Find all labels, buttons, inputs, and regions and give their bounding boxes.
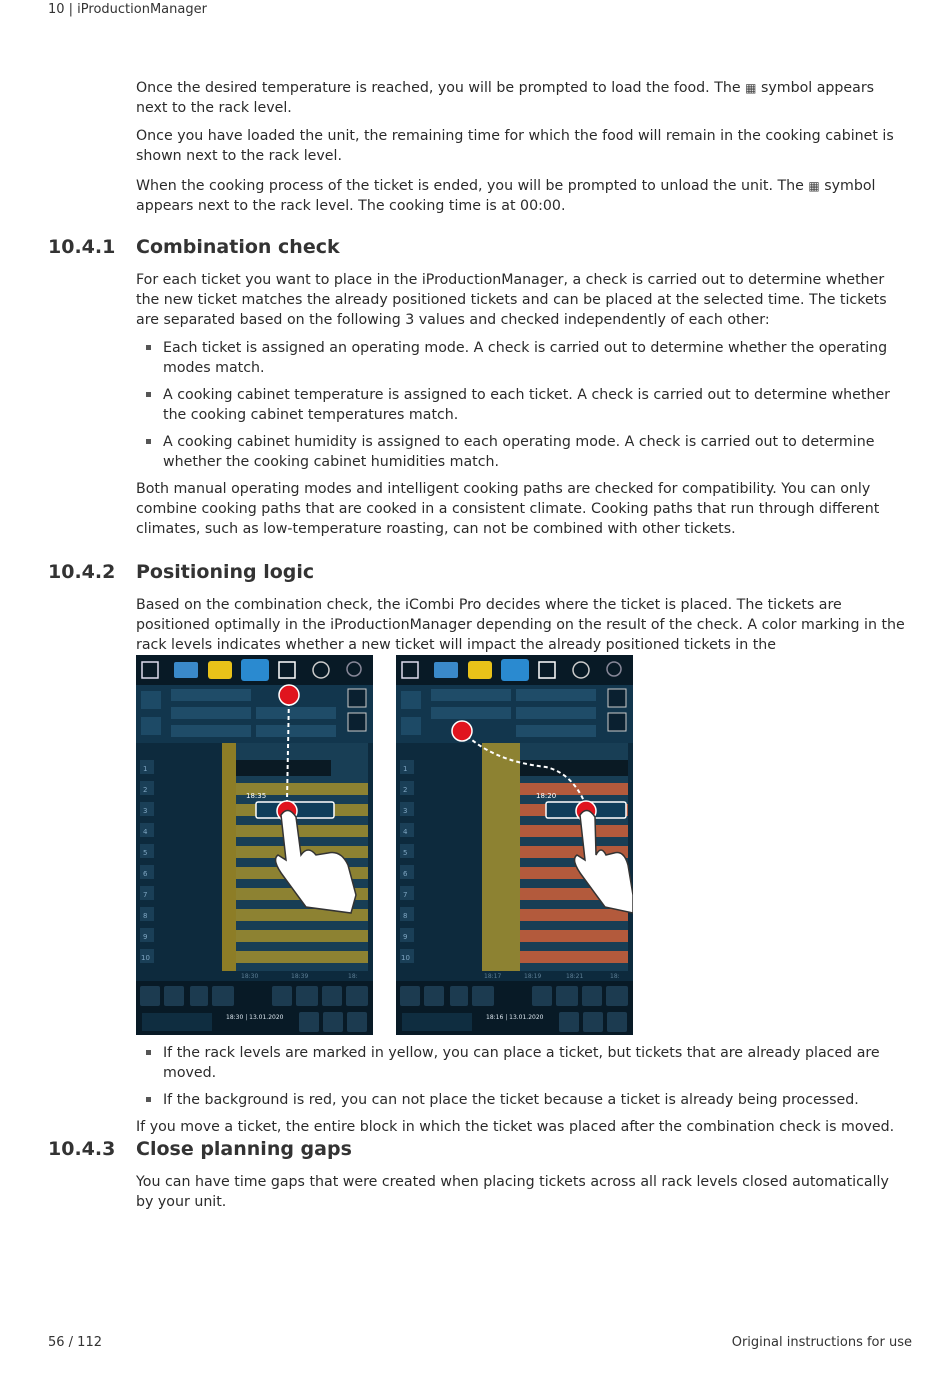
section-heading-close-planning-gaps: 10.4.3 Close planning gaps	[48, 1138, 352, 1160]
ticket-list-row	[256, 725, 336, 737]
svg-text:9: 9	[403, 933, 408, 941]
load-food-icon: ▦	[745, 81, 757, 95]
yellow-column	[482, 743, 520, 971]
intro-block	[136, 78, 908, 216]
screen-yellow-drawing	[136, 655, 373, 1035]
placed-ticket	[520, 760, 628, 776]
ticket-list-row	[171, 689, 251, 701]
positioning-result-body	[136, 1043, 908, 1137]
axis-label: 18:	[610, 973, 620, 980]
cabinet-icon	[141, 691, 161, 709]
rack-level-labels	[400, 760, 414, 963]
sort-icon	[472, 986, 494, 1006]
svg-text:9: 9	[143, 933, 148, 941]
section-heading-positioning-logic: 10.4.2 Positioning logic	[48, 561, 315, 583]
drag-start-marker	[279, 685, 299, 705]
ticket-list-row	[171, 725, 251, 737]
combination-check-list	[136, 338, 908, 472]
status-field	[142, 1013, 212, 1031]
ticket-list-row	[516, 725, 596, 737]
footer-time: 18:30 | 13.01.2020	[226, 1014, 284, 1021]
svg-text:8: 8	[403, 912, 408, 920]
svg-text:5: 5	[403, 849, 408, 857]
intro-paragraph-2: Once you have loaded the unit, the remaining time for which the food will remain in the cooking cabinet is shown next to the rack level.	[136, 128, 894, 164]
ticket-list-row	[171, 707, 251, 719]
cooking-mode-icon	[434, 662, 458, 678]
help-icon	[583, 1012, 603, 1032]
screenshot-yellow-placement	[136, 655, 373, 1035]
sort-icon	[212, 986, 234, 1006]
combination-check-body	[136, 270, 908, 539]
svg-text:4: 4	[143, 828, 148, 836]
compatibility-paragraph: Both manual operating modes and intelligent cooking paths are checked for compatibility. You can only combine cooking paths that are cooked in a consistent climate. Cooking paths that run through different climates, such as low-temperature roasting, can not be combined with other tickets.	[136, 481, 880, 537]
positioning-logic-paragraph: Based on the combination check, the iCombi Pro decides where the ticket is placed. The tickets are positioned optimally in the iProductionManager depending on the result of the check. A color marking in the rack levels indicates whether a new ticket will impact the already positioned tickets in the	[136, 597, 905, 653]
time-marker: 18:20	[536, 792, 557, 800]
trash-icon	[608, 689, 626, 707]
svg-text:3: 3	[403, 807, 408, 815]
ticket-list-row	[431, 689, 511, 701]
document-label: Original instructions for use	[731, 1335, 912, 1350]
favorites-icon	[208, 661, 232, 679]
clean-icon	[532, 986, 552, 1006]
screenshot-red-placement	[396, 655, 633, 1035]
cooking-mode-icon	[174, 662, 198, 678]
help-icon	[323, 1012, 343, 1032]
timer-icon	[606, 986, 628, 1006]
refresh-icon	[582, 986, 602, 1006]
placed-ticket	[236, 760, 331, 776]
svg-text:8: 8	[143, 912, 148, 920]
axis-label: 18:39	[291, 973, 309, 980]
close-gaps-icon	[556, 986, 578, 1006]
svg-text:7: 7	[403, 891, 408, 899]
back-icon	[450, 986, 468, 1006]
settings-icon	[559, 1012, 579, 1032]
axis-label: 18:17	[484, 973, 502, 980]
svg-text:1: 1	[403, 765, 408, 773]
axis-label: 18:	[348, 973, 358, 980]
planning-tab-icon	[241, 659, 269, 681]
axis-label: 18:30	[241, 973, 259, 980]
return-icon	[607, 1012, 627, 1032]
close-planning-gaps-paragraph: You can have time gaps that were created when placing tickets across all rack levels closed automatically by your unit.	[136, 1174, 889, 1210]
zoom-in-icon	[424, 986, 444, 1006]
return-icon	[347, 1012, 367, 1032]
move-ticket-paragraph: If you move a ticket, the entire block in which the ticket was placed after the combination check is moved.	[136, 1119, 895, 1135]
zoom-out-icon	[140, 986, 160, 1006]
svg-text:4: 4	[403, 828, 408, 836]
ticket-list-row	[431, 707, 511, 719]
svg-text:10: 10	[141, 954, 150, 962]
list-item: Each ticket is assigned an operating mode. A check is carried out to determine whether the operating modes match.	[136, 338, 908, 378]
favorites-icon	[468, 661, 492, 679]
basket-icon	[401, 717, 421, 735]
zoom-out-icon	[400, 986, 420, 1006]
close-planning-gaps-body	[136, 1172, 908, 1212]
svg-text:2: 2	[403, 786, 408, 794]
unload-food-icon: ▦	[808, 179, 820, 193]
svg-text:7: 7	[143, 891, 148, 899]
edit-ticket-icon	[348, 713, 366, 731]
list-item: A cooking cabinet temperature is assigned to each ticket. A check is carried out to determine whether the cooking cabinet temperatures match.	[136, 385, 908, 425]
intro-paragraph-1: Once the desired temperature is reached, you will be prompted to load the food. The ▦ symbol appears next to the rack level.	[136, 80, 875, 116]
section-heading-combination-check: 10.4.1 Combination check	[48, 236, 340, 258]
list-item: A cooking cabinet humidity is assigned to each operating mode. A check is carried out to determine whether the cooking cabinet humidities match.	[136, 432, 908, 472]
combination-check-paragraph: For each ticket you want to place in the iProductionManager, a check is carried out to determine whether the new ticket matches the already positioned tickets and can be placed at the selected time. The tickets are separated based on the following 3 values and checked independently of each other:	[136, 272, 887, 328]
close-gaps-icon	[296, 986, 318, 1006]
status-field	[402, 1013, 472, 1031]
list-item: If the rack levels are marked in yellow, you can place a ticket, but tickets that are already placed are moved.	[136, 1043, 908, 1083]
cabinet-icon	[401, 691, 421, 709]
positioning-logic-list	[136, 1043, 908, 1110]
trash-icon	[348, 689, 366, 707]
svg-text:10: 10	[401, 954, 410, 962]
rack-level-labels	[140, 760, 154, 963]
intro-paragraph-3: When the cooking process of the ticket is ended, you will be prompted to unload the unit. The ▦ symbol appears next to the rack level. The cooking time is at 00:00.	[136, 178, 876, 214]
ticket-list-row	[256, 707, 336, 719]
list-item: If the background is red, you can not place the ticket because a ticket is already being processed.	[136, 1090, 908, 1110]
zoom-in-icon	[164, 986, 184, 1006]
svg-text:2: 2	[143, 786, 148, 794]
svg-text:1: 1	[143, 765, 148, 773]
planning-tab-icon	[501, 659, 529, 681]
edit-ticket-icon	[608, 713, 626, 731]
time-marker: 18:35	[246, 792, 267, 800]
timer-icon	[346, 986, 368, 1006]
footer-time: 18:16 | 13.01.2020	[486, 1014, 544, 1021]
svg-text:6: 6	[143, 870, 148, 878]
yellow-column	[222, 743, 236, 971]
page-header: 10 | iProductionManager	[48, 2, 207, 17]
ticket-list-row	[516, 707, 596, 719]
svg-text:6: 6	[403, 870, 408, 878]
settings-icon	[299, 1012, 319, 1032]
refresh-icon	[322, 986, 342, 1006]
svg-text:5: 5	[143, 849, 148, 857]
axis-label: 18:19	[524, 973, 542, 980]
page-number: 56 / 112	[48, 1335, 102, 1350]
screen-red-drawing	[396, 655, 633, 1035]
ticket-list-row	[516, 689, 596, 701]
axis-label: 18:21	[566, 973, 584, 980]
drag-start-marker	[452, 721, 472, 741]
basket-icon	[141, 717, 161, 735]
svg-text:3: 3	[143, 807, 148, 815]
clean-icon	[272, 986, 292, 1006]
back-icon	[190, 986, 208, 1006]
